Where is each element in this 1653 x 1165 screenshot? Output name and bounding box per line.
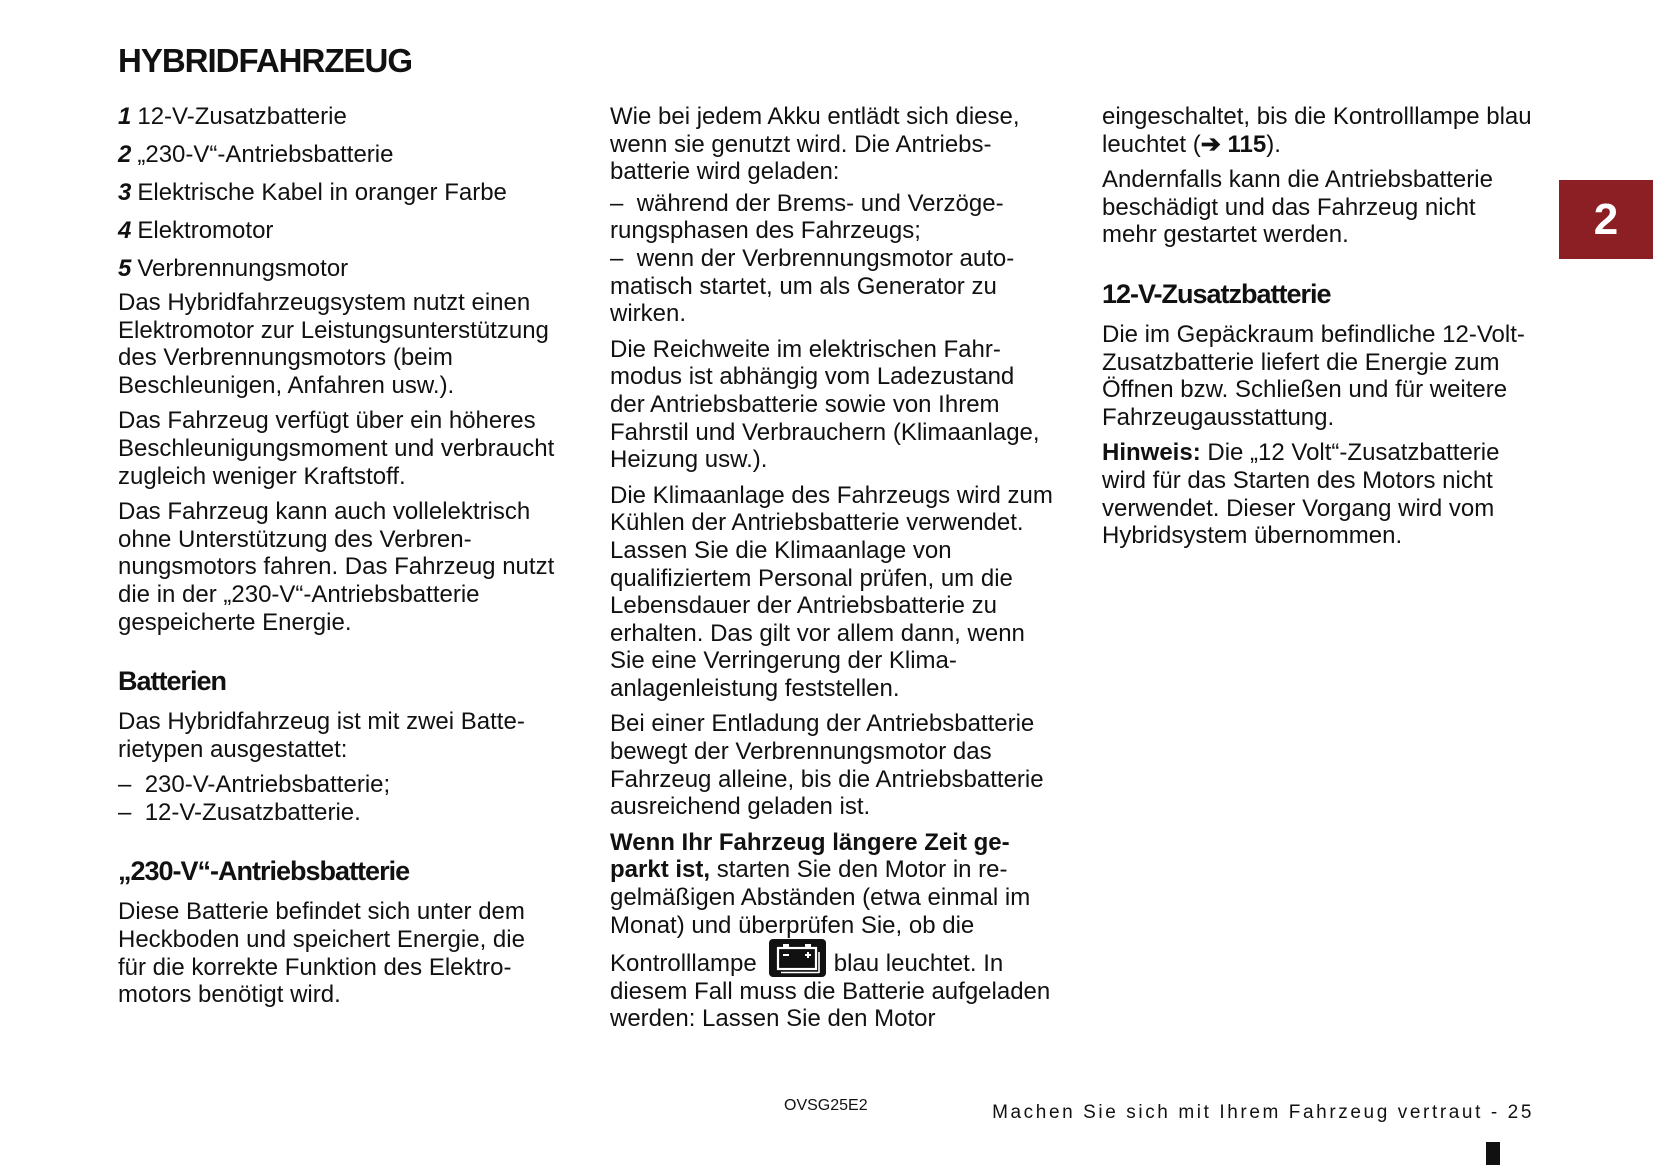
page-footer: Machen Sie sich mit Ihrem Fahrzeug vertraut - 25: [992, 1102, 1534, 1123]
page-reference: ➔ 115: [1200, 130, 1267, 158]
paragraph-text: blau leuchtet. In diesem Fall muss die Batterie aufgeladen werden: Lassen Sie den Motor: [610, 950, 1051, 1033]
bold-text: Hinweis:: [1102, 439, 1201, 467]
legend-item: [118, 179, 558, 207]
page-title: HYBRIDFAHRZEUG: [118, 42, 413, 79]
paragraph-text: Kontrolllampe: [610, 950, 757, 978]
bold-text: Wenn Ihr Fahrzeug längere Zeit geparkt ist,: [610, 828, 1010, 884]
legend-number: 3: [118, 179, 132, 207]
paragraph: Das Hybridfahrzeugsystem nutzt einen Elektromotor zur Leistungsunterstützung des Verbrennungsmotors (beim Beschleunigen, Anfahren usw.).: [118, 288, 549, 399]
battery-warning-icon: [769, 939, 826, 977]
legend-number: 5: [118, 255, 132, 283]
paragraph: [1102, 439, 1532, 549]
paragraph: Diese Batterie befindet sich unter dem Heckboden und speichert Energie, die für die korrekte Funktion des Elektromotors benötigt wird.: [118, 898, 525, 1009]
legend-list: [118, 103, 558, 283]
paragraph-text: Die „12 Volt“-Zusatzbatterie wird für das Starten des Motors nicht verwendet. Dieser Vorgang wird vom Hybridsystem übernommen.: [1102, 439, 1500, 550]
legend-item: [118, 103, 558, 131]
legend-label: Elektrische Kabel in oranger Farbe: [137, 179, 507, 207]
paragraph: Wie bei jedem Akku entlädt sich diese, wenn sie genutzt wird. Die Antriebsbatterie wird geladen:: [610, 103, 1020, 186]
list-item: – während der Brems- und Verzögerungsphasen des Fahrzeugs;: [610, 190, 1055, 245]
legend-number: 4: [118, 217, 132, 245]
charging-list: [610, 190, 1055, 328]
chapter-tab: 2: [1559, 180, 1653, 259]
paragraph: Die Reichweite im elektrischen Fahrmodus ist abhängig vom Ladezustand der Antriebsbatterie sowie von Ihrem Fahrstil und Verbrauchern (Klimaanlage, Heizung usw.).: [610, 335, 1040, 474]
column-1: [118, 103, 558, 1017]
paragraph: [610, 829, 1055, 939]
paragraph: Die Klimaanlage des Fahrzeugs wird zum Kühlen der Antriebsbatterie verwendet. Lassen Sie die Klimaanlage von qualifiziertem Personal prüfen, um die Lebensdauer der Antriebsbatterie zu erhalten. Das gilt vor allem dann, wenn Sie eine Verringerung der Klimaanlagenleistung feststellen.: [610, 481, 1053, 702]
legend-label: „230-V“-Antriebsbatterie: [137, 141, 394, 169]
paragraph: Das Hybridfahrzeug ist mit zwei Batterietypen ausgestattet:: [118, 708, 525, 763]
document-code: OVSG25E2: [784, 1097, 868, 1114]
paragraph: Andernfalls kann die Antriebsbatterie beschädigt und das Fahrzeug nicht mehr gestartet werden.: [1102, 166, 1493, 249]
legend-label: 12-V-Zusatzbatterie: [137, 103, 347, 130]
paragraph: Die im Gepäckraum befindliche 12-Volt-Zusatzbatterie liefert die Energie zum Öffnen bzw. Schließen und für weitere Fahrzeugausstattung.: [1102, 320, 1525, 431]
paragraph-text: eingeschaltet, bis die Kontrolllampe blau leuchtet (: [1102, 103, 1532, 158]
section-heading-batterien: Batterien: [118, 666, 227, 697]
legend-item: [118, 217, 558, 245]
legend-number: 2: [118, 141, 132, 169]
list-item: – 230-V-Antriebsbatterie;: [118, 771, 558, 799]
column-3: [1102, 103, 1532, 558]
legend-number: 1: [118, 103, 132, 130]
paragraph: [610, 939, 1055, 1033]
battery-type-list: [118, 771, 558, 826]
paragraph: Das Fahrzeug verfügt über ein höheres Beschleunigungsmoment und verbraucht zugleich weniger Kraftstoff.: [118, 407, 555, 490]
legend-label: Elektromotor: [137, 217, 274, 245]
paragraph-text: starten Sie den Motor in regelmäßigen Abständen (etwa einmal im Monat) und überprüfen Sie, ob die: [610, 856, 1031, 939]
section-heading-12v: 12-V-Zusatzbatterie: [1102, 278, 1331, 309]
section-heading-230v: „230-V“-Antriebsbatterie: [118, 856, 410, 887]
list-item: – wenn der Verbrennungsmotor automatisch startet, um als Generator zu wirken.: [610, 245, 1055, 328]
paragraph: Das Fahrzeug kann auch vollelektrisch ohne Unterstützung des Verbrennungsmotors fahren. Das Fahrzeug nutzt die in der „230-V“-Antriebsbatterie gespeicherte Energie.: [118, 498, 555, 636]
paragraph: [1102, 103, 1532, 158]
column-2: [610, 103, 1055, 1041]
list-item: – 12-V-Zusatzbatterie.: [118, 799, 558, 827]
paragraph-text: ).: [1266, 130, 1281, 158]
legend-item: [118, 141, 558, 169]
print-mark: [1486, 1142, 1500, 1165]
legend-label: Verbrennungsmotor: [137, 255, 349, 283]
paragraph: Bei einer Entladung der Antriebsbatterie bewegt der Verbrennungsmotor das Fahrzeug alleine, bis die Antriebsbatterie ausreichend geladen ist.: [610, 710, 1044, 821]
legend-item: [118, 255, 558, 283]
